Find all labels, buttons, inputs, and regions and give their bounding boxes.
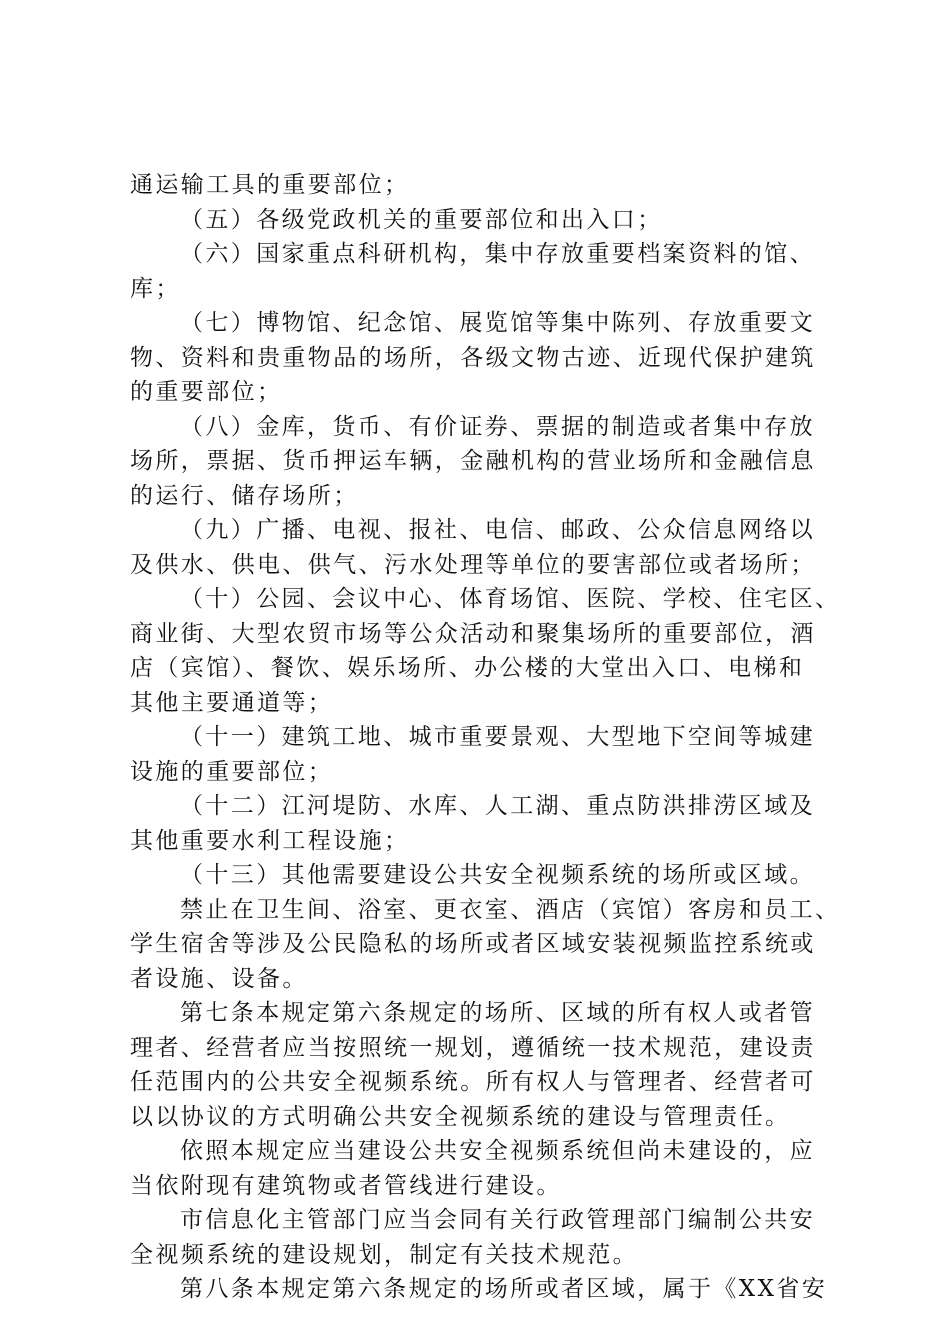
text-line: 商业街、大型农贸市场等公众活动和聚集场所的重要部位，酒 <box>130 620 816 647</box>
text-line: 其他主要通道等； <box>130 689 334 716</box>
text-line: 的重要部位； <box>130 379 283 405</box>
text-line: 以以协议的方式明确公共安全视频系统的建设与管理责任。 <box>130 1103 791 1130</box>
text-line: 场所，票据、货币押运车辆，金融机构的营业场所和金融信息 <box>130 448 816 474</box>
text-line: （五）各级党政机关的重要部位和出入口； <box>180 206 663 233</box>
text-line: 的运行、储存场所； <box>130 482 359 509</box>
text-line: （九）广播、电视、报社、电信、邮政、公众信息网络以 <box>180 517 815 543</box>
text-line: 全视频系统的建设规划，制定有关技术规范。 <box>130 1241 638 1268</box>
text-line: 第八条本规定第六条规定的场所或者区域，属于《XX省安 <box>180 1276 828 1302</box>
text-line: 者设施、设备。 <box>130 965 308 992</box>
text-line: （十一）建筑工地、城市重要景观、大型地下空间等城建 <box>180 724 815 750</box>
text-line: 其他重要水利工程设施； <box>130 827 410 854</box>
document-body <box>130 168 841 1307</box>
text-line: （十）公园、会议中心、体育场馆、医院、学校、住宅区、 <box>180 586 841 612</box>
text-line: 任范围内的公共安全视频系统。所有权人与管理者、经营者可 <box>130 1069 816 1095</box>
text-line: 禁止在卫生间、浴室、更衣室、酒店（宾馆）客房和员工、 <box>180 896 841 923</box>
text-line: （八）金库，货币、有价证券、票据的制造或者集中存放 <box>180 413 815 440</box>
text-line: 设施的重要部位； <box>130 758 334 785</box>
text-line: 通运输工具的重要部位； <box>130 172 410 198</box>
text-line: 店（宾馆）、餐饮、娱乐场所、办公楼的大堂出入口、电梯和 <box>130 655 805 681</box>
text-line: （七）博物馆、纪念馆、展览馆等集中陈列、存放重要文 <box>180 310 815 336</box>
text-line: （六）国家重点科研机构，集中存放重要档案资料的馆、 <box>180 241 815 267</box>
text-line: 市信息化主管部门应当会同有关行政管理部门编制公共安 <box>180 1207 815 1233</box>
text-line: 及供水、供电、供气、污水处理等单位的要害部位或者场所； <box>130 551 816 578</box>
text-line: 理者、经营者应当按照统一规划，遵循统一技术规范，建设责 <box>130 1034 816 1061</box>
text-line: 依照本规定应当建设公共安全视频系统但尚未建设的，应 <box>180 1138 815 1164</box>
text-line: 第七条本规定第六条规定的场所、区域的所有权人或者管 <box>180 1000 815 1026</box>
text-line: 物、资料和贵重物品的场所，各级文物古迹、近现代保护建筑 <box>130 344 816 371</box>
text-line: 学生宿舍等涉及公民隐私的场所或者区域安装视频监控系统或 <box>130 931 816 957</box>
text-line: （十二）江河堤防、水库、人工湖、重点防洪排涝区域及 <box>180 793 815 819</box>
text-line: 库； <box>130 275 181 302</box>
text-line: 当依附现有建筑物或者管线进行建设。 <box>130 1172 562 1199</box>
text-line: （十三）其他需要建设公共安全视频系统的场所或区域。 <box>180 862 815 888</box>
